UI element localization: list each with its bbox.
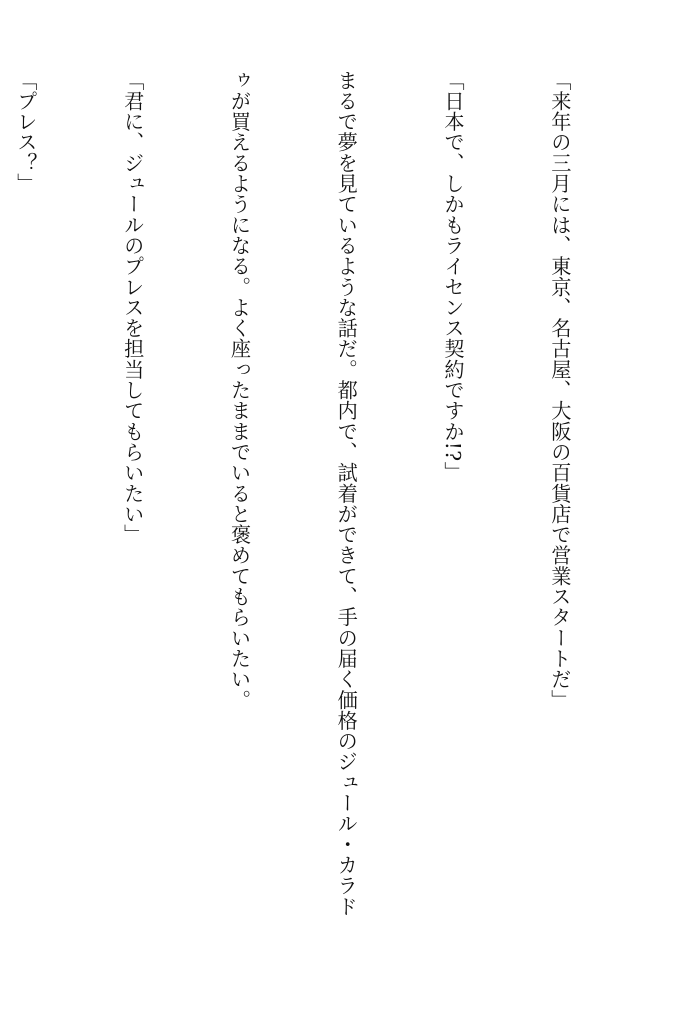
text-line: 「日本で、しかもライセンス契約ですか!?」: [441, 70, 466, 483]
text-line: 「君に、ジュールのプレスを担当してもらいたい」: [120, 70, 145, 545]
text-line: ゥが買えるようになる。よく座ったままでいると褒めてもらいたい。: [227, 70, 252, 711]
text-line: 「プレス？」: [13, 70, 38, 194]
text-line: 「来年の三月には、東京、名古屋、大阪の百貨店で営業スタートだ」: [547, 70, 572, 711]
text-line: まるで夢を見ているような話だ。都内で、試着ができて、手の届く価格のジュール・カラド: [334, 70, 359, 917]
vertical-text-block: [0, 70, 648, 970]
